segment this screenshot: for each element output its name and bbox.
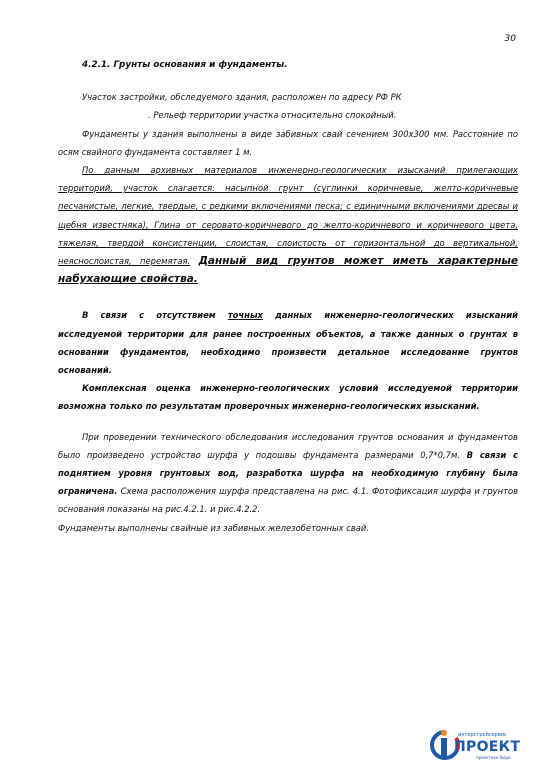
swelling-soil-warning: Данный вид грунтов может иметь характерные набухающие свойства. <box>58 255 518 286</box>
company-logo <box>430 728 524 764</box>
paragraph-pit-inspection <box>58 428 518 519</box>
absence-post: данных инженерно-геологических изысканий исследуемой территории для ранее построенных объектов, а также данных о грунтах в основании фундаментов, необходимо произвести детальное исследование грунтов оснований. <box>58 310 518 376</box>
logo-main-text: ПРОЕКТ <box>454 739 521 755</box>
paragraph-complex-assessment: Комплексная оценка инженерно-геологических условий исследуемой территории возможна только по результатам проверочных инженерно-геологических изысканий. <box>58 383 518 412</box>
paragraph-location-line1: Участок застройки, обследуемого здания, расположен по адресу РФ РК <box>82 92 402 103</box>
document-body <box>58 56 518 537</box>
page-number: 30 <box>504 34 516 44</box>
pit-figures-reference: Схема расположения шурфа представлена на рис. 4.1. Фотофиксация шурфа и грунтов основания показаны на рис.4.2.1. и рис.4.2.2. <box>58 486 518 515</box>
paragraph-location-line2: . Рельеф территории участка относительно спокойный. <box>148 110 397 121</box>
pit-dimensions: При проведении технического обследования исследования грунтов основания и фундаментов было произведено устройство шурфа у подошвы фундамента размерами 0,7*0,7м. <box>58 431 518 460</box>
paragraph-absence-data <box>58 306 518 379</box>
section-heading: 4.2.1. Грунты основания и фундаменты. <box>82 60 288 70</box>
absence-pre: В связи с отсутствием <box>82 310 228 321</box>
paragraph-pile-conclusion: Фундаменты выполнены свайные из забивных железобетонных свай. <box>58 522 370 533</box>
logo-sub-text: проектное бюро <box>476 755 511 760</box>
paragraph-archive-data <box>58 161 518 288</box>
logo-small-text: интерстройсервис <box>458 732 507 738</box>
groundwater-note: В связи с поднятием уровня грунтовых вод, разработка шурфа на необходимую глубину была ограничена. <box>58 449 518 497</box>
archive-soil-description: По данным архивных материалов инженерно-геологических изысканий прилегающих территорий, участок слагается: насыпной грунт (суглинки коричневые, желто-коричневые песчанистые, легкие, твердые, с редкими включениями песка; с единичными включениями дресвы и щебня известняка), Глина от серовато-коричневого до желто-коричневого и коричневого цвета, тяжелая, твердой консистенции, слоистая, слоистость от горизонтальной до вертикальной, неяснослоистая, перемятая. <box>58 165 518 267</box>
absence-emphasis: точных <box>227 310 263 321</box>
paragraph-foundations: Фундаменты у здания выполнены в виде забивных свай сечением 300х300 мм. Расстояние по осям свайного фундамента составляет 1 м. <box>58 128 518 157</box>
